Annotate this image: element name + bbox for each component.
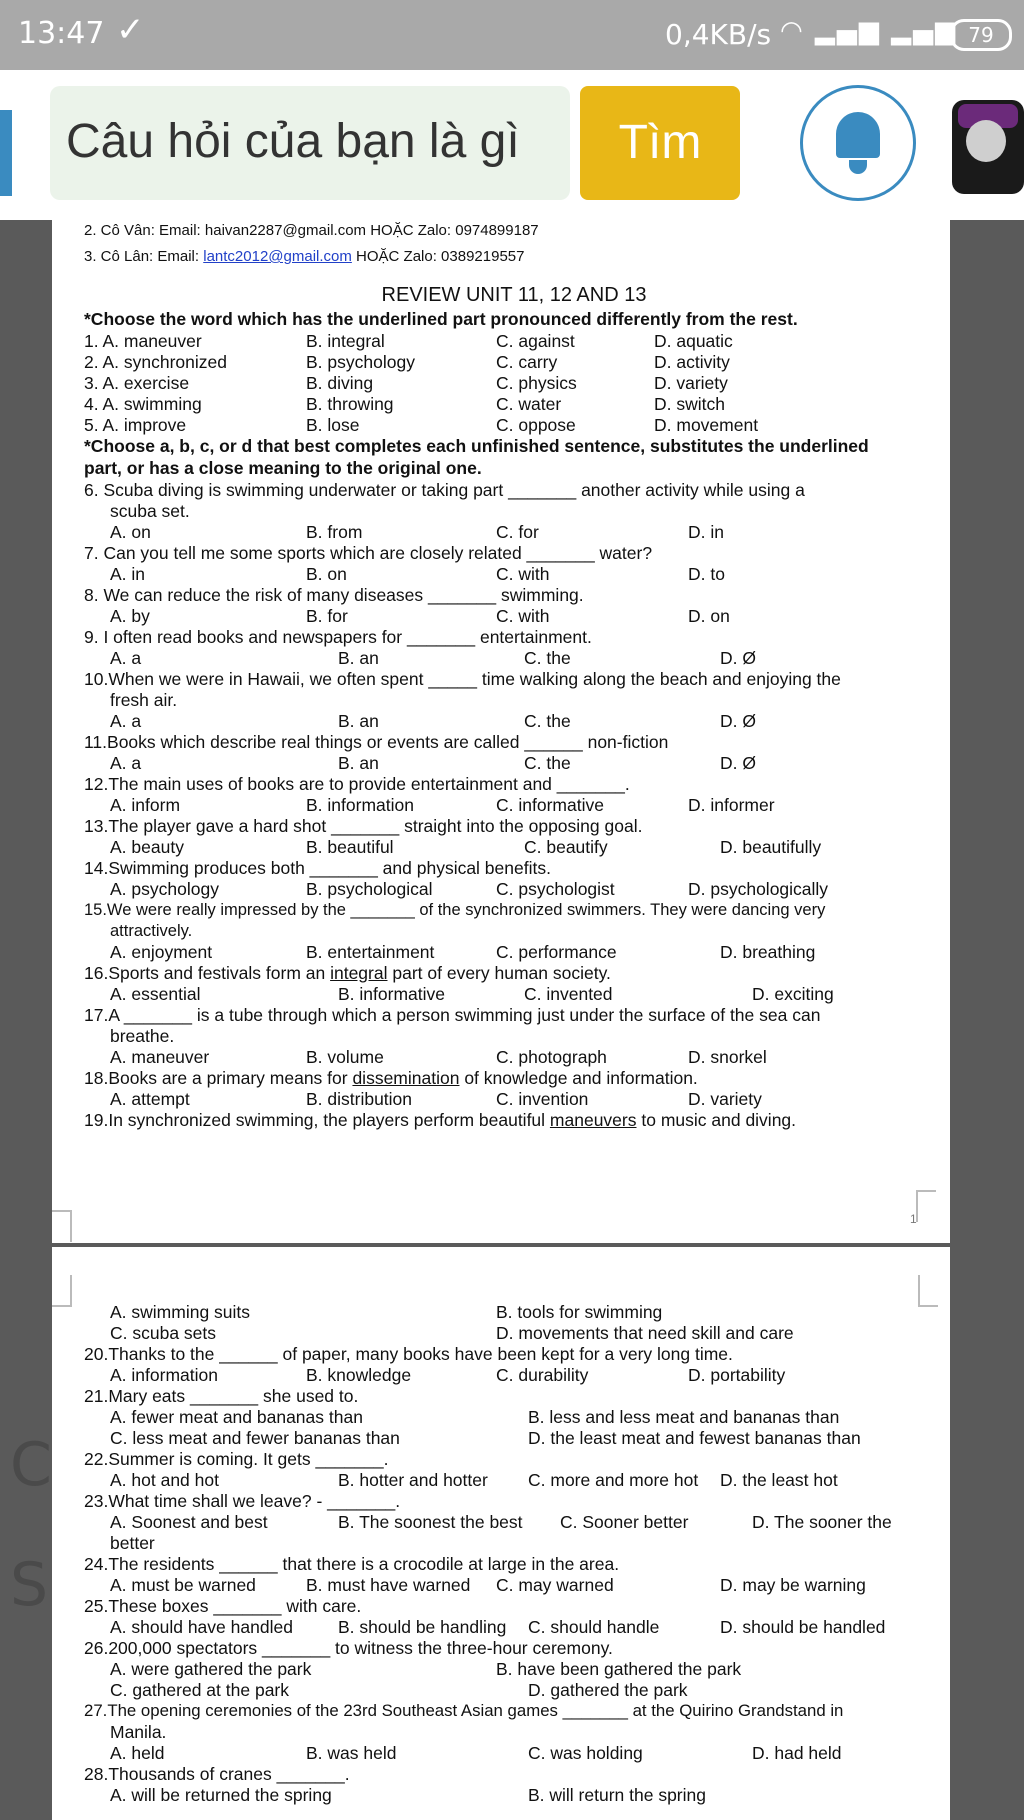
- question-text: 15.We were really impressed by the _______ of the synchronized swimmers. They were dancing very: [84, 901, 826, 919]
- question-row: 3. A. exercise B. diving C. physics D. variety: [84, 373, 728, 393]
- search-button[interactable]: Tìm: [580, 86, 740, 200]
- avatar-face: [966, 120, 1006, 162]
- question-text: 24.The residents ______ that there is a crocodile at large in the area.: [84, 1554, 620, 1574]
- question-options: A. Soonest and best B. The soonest the best C. Sooner better D. The sooner the: [110, 1512, 892, 1532]
- background-text: C: [10, 1430, 52, 1500]
- question-text: 7. Can you tell me some sports which are closely related _______ water?: [84, 543, 653, 563]
- question-options: A. enjoyment B. entertainment C. performance D. breathing: [110, 942, 816, 962]
- document-title: REVIEW UNIT 11, 12 AND 13: [381, 284, 647, 306]
- question-text: 11.Books which describe real things or events are called ______ non-fiction: [84, 732, 669, 752]
- menu-tab-indicator[interactable]: [0, 110, 12, 196]
- question-text: 27.The opening ceremonies of the 23rd Southeast Asian games _______ at the Quirino Grandstand in: [84, 1701, 844, 1720]
- question-text: 19.In synchronized swimming, the players perform beautiful maneuvers to music and diving.: [84, 1110, 797, 1130]
- question-text: 6. Scuba diving is swimming underwater or taking part _______ another activity while using a: [84, 480, 805, 500]
- question-options: A. held B. was held C. was holding D. had held: [110, 1743, 842, 1763]
- question-options: A. must be warned B. must have warned C. may warned D. may be warning: [110, 1575, 866, 1595]
- question-options: A. essential B. informative C. invented D. exciting: [110, 984, 834, 1004]
- question-row: 2. A. synchronized B. psychology C. carry D. activity: [84, 352, 730, 372]
- question-text: 23.What time shall we leave? - _______.: [84, 1491, 401, 1511]
- question-text: 10.When we were in Hawaii, we often spent _____ time walking along the beach and enjoying the: [84, 669, 841, 689]
- question-text: 8. We can reduce the risk of many diseases _______ swimming.: [84, 585, 584, 605]
- question-options: C. gathered at the park D. gathered the park: [110, 1680, 688, 1700]
- question-options: A. by B. for C. with D. on: [110, 606, 730, 626]
- question-text: 22.Summer is coming. It gets _______.: [84, 1449, 389, 1469]
- question-options: A. attempt B. distribution C. invention D. variety: [110, 1089, 762, 1109]
- download-done-icon: ✓: [116, 10, 145, 50]
- question-text: 25.These boxes _______ with care.: [84, 1596, 362, 1616]
- background-text: S: [10, 1550, 49, 1620]
- question-options: A. beauty B. beautiful C. beautify D. beautifully: [110, 837, 822, 857]
- question-options: C. scuba sets D. movements that need skill and care: [110, 1323, 794, 1343]
- question-options: A. should have handled B. should be handling C. should handle D. should be handled: [110, 1617, 886, 1637]
- bell-icon: [836, 112, 880, 158]
- question-text: fresh air.: [110, 690, 178, 710]
- instruction: *Choose a, b, c, or d that best completes each unfinished sentence, substitutes the underlined: [84, 436, 869, 456]
- question-text: 20.Thanks to the ______ of paper, many books have been kept for a very long time.: [84, 1344, 733, 1364]
- battery-icon: [950, 19, 1012, 51]
- question-text: 14.Swimming produces both _______ and physical benefits.: [84, 858, 551, 878]
- document-page-2: [52, 1247, 950, 1820]
- notification-button[interactable]: [800, 85, 916, 201]
- question-text: 16.Sports and festivals form an integral part of every human society.: [84, 963, 611, 983]
- question-text: 26.200,000 spectators _______ to witness the three-hour ceremony.: [84, 1638, 613, 1658]
- question-text: breathe.: [110, 1026, 175, 1046]
- email-link[interactable]: lantc2012@gmail.com: [203, 248, 352, 265]
- question-options: A. maneuver B. volume C. photograph D. snorkel: [110, 1047, 767, 1067]
- question-text: 28.Thousands of cranes _______.: [84, 1764, 350, 1784]
- question-text: 12.The main uses of books are to provide entertainment and _______.: [84, 774, 630, 794]
- contact-line: 3. Cô Lân: Email: lantc2012@gmail.com HOẶC Zalo: 0389219557: [84, 248, 525, 265]
- page-corner-mark: [52, 1275, 72, 1307]
- bell-clapper: [849, 160, 867, 174]
- question-options: A. on B. from C. for D. in: [110, 522, 724, 542]
- question-options: C. less meat and fewer bananas than D. the least meat and fewest bananas than: [110, 1428, 861, 1448]
- search-placeholder: Câu hỏi của bạn là gì: [66, 115, 520, 168]
- question-options: A. hot and hot B. hotter and hotter C. more and more hot D. the least hot: [110, 1470, 838, 1490]
- contact-line: 2. Cô Vân: Email: haivan2287@gmail.com HOẶC Zalo: 0974899187: [84, 222, 539, 239]
- question-row: 4. A. swimming B. throwing C. water D. switch: [84, 394, 725, 414]
- search-input[interactable]: [50, 86, 570, 200]
- app-header: [0, 70, 1024, 220]
- question-options: A. in B. on C. with D. to: [110, 564, 725, 584]
- status-bar: [0, 0, 1024, 70]
- network-speed: 0,4KB/s: [665, 18, 772, 51]
- question-options: A. swimming suits B. tools for swimming: [110, 1302, 663, 1322]
- question-text: 13.The player gave a hard shot _______ straight into the opposing goal.: [84, 816, 643, 836]
- question-options: A. were gathered the park B. have been gathered the park: [110, 1659, 742, 1679]
- instruction: part, or has a close meaning to the original one.: [84, 458, 482, 478]
- question-options: A. will be returned the spring B. will return the spring: [110, 1785, 706, 1805]
- question-options: A. psychology B. psychological C. psychologist D. psychologically: [110, 879, 829, 899]
- page-number: 1: [910, 1212, 917, 1226]
- question-options: A. a B. an C. the D. Ø: [110, 753, 756, 773]
- question-options: A. inform B. information C. informative D. informer: [110, 795, 775, 815]
- question-text: 9. I often read books and newspapers for _______ entertainment.: [84, 627, 592, 647]
- instruction: *Choose the word which has the underlined part pronounced differently from the rest.: [84, 309, 798, 329]
- question-text: scuba set.: [110, 501, 190, 521]
- question-text: 18.Books are a primary means for dissemination of knowledge and information.: [84, 1068, 698, 1088]
- question-text: 17.A _______ is a tube through which a person swimming just under the surface of the sea can: [84, 1005, 821, 1025]
- question-options: A. a B. an C. the D. Ø: [110, 711, 756, 731]
- question-row: 1. A. maneuver B. integral C. against D. aquatic: [84, 331, 733, 351]
- question-text: 21.Mary eats _______ she used to.: [84, 1386, 359, 1406]
- status-time: 13:47: [18, 16, 105, 51]
- question-options: A. a B. an C. the D. Ø: [110, 648, 756, 668]
- question-text: Manila.: [110, 1722, 167, 1742]
- question-text: attractively.: [110, 922, 193, 940]
- battery-level: 79: [968, 23, 994, 47]
- document-page-1: [52, 220, 950, 1243]
- question-options: A. fewer meat and bananas than B. less and less meat and bananas than: [110, 1407, 840, 1427]
- signal-icon: ◠ ▂▄▆ ▂▄▆: [780, 16, 958, 46]
- page-corner-mark: [52, 1210, 72, 1242]
- question-row: 5. A. improve B. lose C. oppose D. movement: [84, 415, 759, 435]
- question-text: better: [110, 1533, 155, 1553]
- page-corner-mark: [916, 1190, 936, 1222]
- question-options: A. information B. knowledge C. durability D. portability: [110, 1365, 786, 1385]
- avatar[interactable]: [952, 100, 1024, 194]
